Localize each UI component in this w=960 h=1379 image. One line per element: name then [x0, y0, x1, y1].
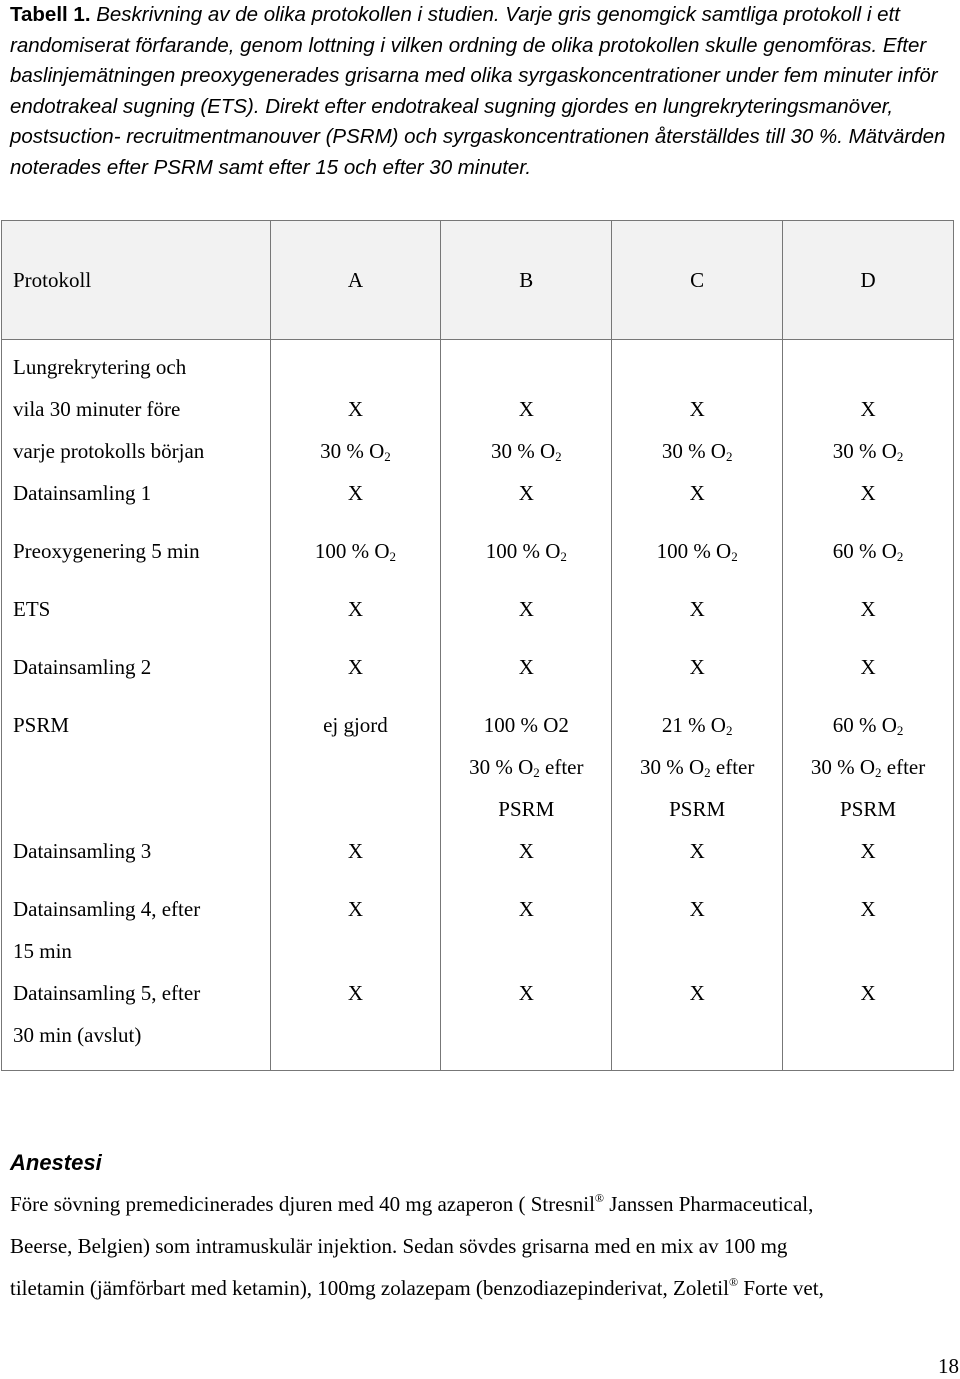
table-cell: X	[347, 655, 364, 679]
lung-label-3: varje protokolls början	[13, 439, 205, 463]
header-protokoll: Protokoll	[2, 221, 271, 340]
row-label: Preoxygenering 5 min	[13, 539, 200, 563]
table-cell: X	[518, 897, 534, 921]
row-label: PSRM	[13, 713, 70, 737]
table-cell: ej gjord	[323, 713, 388, 737]
page-number: 18	[938, 1354, 959, 1378]
table-cell: 100 % O2	[483, 713, 569, 737]
header-d: D	[783, 221, 954, 340]
registered-mark: ®	[594, 1191, 605, 1205]
o2-value: 30 % O	[490, 439, 556, 463]
mark: X	[689, 397, 705, 421]
table-cell	[441, 340, 612, 473]
body-paragraph: Före sövning premedicinerades djuren med 40 mg azaperon ( Stresnil® Janssen Pharmaceutical, Beerse, Belgien) som intramuskulär injektion. Sedan sövdes grisarna med en mix av 100 mg tiletamin (jämförbart med ketamin), 100mg zolazepam (benzodiazepinderivat, Zoletil® Forte vet,	[10, 1191, 824, 1300]
row-label: Datainsamling 2	[13, 655, 152, 679]
table-cell: X	[860, 897, 876, 921]
table-cell: X	[689, 981, 705, 1005]
header-b: B	[441, 221, 612, 340]
table-cell: X	[860, 839, 876, 863]
table-cell: X	[347, 481, 364, 505]
table-cell: X	[518, 655, 534, 679]
table-cell: 21 % O	[661, 713, 726, 737]
subscript: 2	[725, 449, 733, 464]
table-cell: X	[689, 897, 705, 921]
row-label-cont: 30 min (avslut)	[13, 1023, 142, 1047]
table-row	[2, 888, 954, 972]
table-cell: X	[689, 597, 705, 621]
table-row: PSRM ej gjord 100 % O2 30 % $O_2$ efter PSRM 21 % $O_2$ 30 % $O_2$ efter PSRM 60 % $O_2$ 30 % $O_2$ efter PSRM	[2, 704, 954, 830]
o2-value: 30 % O	[832, 439, 897, 463]
table-cell: X	[518, 839, 534, 863]
table-row	[2, 588, 954, 646]
table-cell: X	[347, 981, 364, 1005]
row-label-cont: 15 min	[13, 939, 72, 963]
table-cell: X	[860, 597, 876, 621]
table-cell: X	[689, 481, 705, 505]
row-label: Datainsamling 1	[13, 481, 152, 505]
mark: X	[518, 397, 534, 421]
table-cell: 100 % O	[656, 539, 732, 563]
table-row	[2, 830, 954, 888]
row-label: ETS	[13, 597, 51, 621]
table-cell: X	[347, 897, 364, 921]
table-cell: 60 % O	[832, 713, 897, 737]
row-label: Datainsamling 3	[13, 839, 152, 863]
o2-value: 30 % O	[661, 439, 726, 463]
table-cell: X	[347, 839, 364, 863]
table-cell: 60 % O	[832, 539, 897, 563]
lung-label-2: vila 30 minuter före	[13, 397, 181, 421]
table-cell: X	[518, 597, 534, 621]
row-label	[2, 340, 271, 473]
subscript: 2	[896, 449, 904, 464]
table-header-row	[2, 221, 954, 340]
subscript: 2	[555, 449, 562, 464]
table-cell: X	[860, 481, 876, 505]
table-cell: X	[860, 981, 876, 1005]
table-cell: 100 % O	[485, 539, 561, 563]
table-cell: X	[860, 655, 876, 679]
table-cell: X	[347, 597, 364, 621]
table-row	[2, 646, 954, 704]
o2-value: 30 % O	[320, 439, 385, 463]
table-cell	[612, 340, 783, 473]
table-row	[2, 472, 954, 530]
table-cell: X	[689, 839, 705, 863]
table-cell	[270, 340, 441, 473]
table-row	[2, 972, 954, 1071]
table-caption	[10, 0, 955, 183]
table-row	[2, 340, 954, 473]
row-label: Datainsamling 4, efter	[13, 897, 201, 921]
caption-text: Beskrivning av de olika protokollen i studien. Varje gris genomgick samtliga protokoll i ett randomiserat förfarande, genom lottning i vilken ordning de olika protokollen skulle genomföras. Efter baslinjemätningen preoxygenerades grisarna med olika syrgaskoncentrationer under fem minuter inför endotrakeal sugning (ETS). Direkt efter endotrakeal sugning gjordes en lungrekryteringsmanöver, postsuction- recruitmentmanouver (PSRM) och syrgaskoncentrationen återställdes till 30 %. Mätvärden noterades efter PSRM samt efter 15 och efter 30 minuter.	[10, 3, 946, 179]
header-c: C	[612, 221, 783, 340]
mark: X	[347, 397, 364, 421]
lung-label-1: Lungrekrytering och	[13, 355, 187, 379]
table-cell: X	[518, 481, 534, 505]
table-cell: X	[689, 655, 705, 679]
table-row: Preoxygenering 5 min 100 % $O_2$ 100 % $O_2$ 100 % $O_2$ 60 % $O_2$	[2, 530, 954, 588]
row-label: Datainsamling 5, efter	[13, 981, 201, 1005]
table-cell	[783, 340, 954, 473]
mark: X	[860, 397, 876, 421]
table-cell: 100 % O	[314, 539, 390, 563]
protocol-table	[1, 220, 954, 1071]
section-heading: Anestesi	[10, 1150, 102, 1175]
registered-mark: ®	[728, 1275, 739, 1289]
caption-label: Tabell 1.	[10, 3, 91, 26]
table-cell: X	[518, 981, 534, 1005]
subscript: 2	[384, 449, 391, 464]
header-a: A	[270, 221, 441, 340]
